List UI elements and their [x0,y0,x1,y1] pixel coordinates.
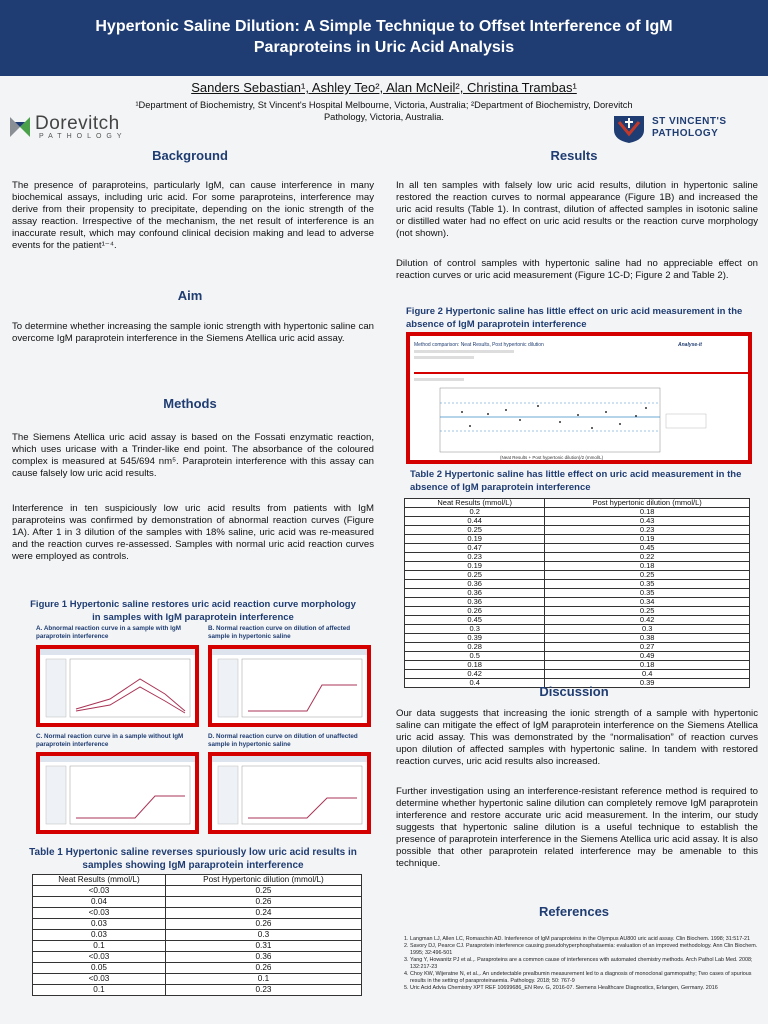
table2-cell: 0.36 [405,580,545,589]
figure1-caption-c: C. Normal reaction curve in a sample without IgM paraprotein interference [36,733,184,748]
background-heading: Background [152,148,228,163]
table2-cell: 0.42 [545,616,750,625]
table1-body [33,886,362,996]
table1-cell: 0.36 [165,952,361,963]
table1-row [33,985,362,996]
table1-cell: 0.31 [165,941,361,952]
figure1c-screenshot [36,752,199,834]
table2-row [405,643,750,652]
table2-cell: 0.4 [405,679,545,688]
table2-cell: 0.28 [405,643,545,652]
table1-cell: 0.03 [33,919,166,930]
reaction-curve-b [212,649,367,723]
st-vincents-line1: ST VINCENT'S [652,116,727,127]
table1-cell: 0.1 [33,941,166,952]
references-heading: References [538,904,610,919]
table2-row [405,508,750,517]
table1-cell: 0.23 [165,985,361,996]
table2-cell: 0.43 [545,517,750,526]
reference-item: 2. Savory DJ, Pearce CJ. Paraprotein interference causing pseudohyperphosphataemia: evaluation of an improved methodology. Ann Clin Biochem. 1995; 32:496-501 [410,943,760,957]
table2-cell: 0.18 [545,661,750,670]
references-list [398,936,760,992]
aim-text: To determine whether increasing the sample ionic strength with hypertonic saline can overcome IgM paraprotein interference in the Siemens Atellica uric acid assay. [12,321,374,344]
table1-row [33,941,362,952]
table1-cell: <0.03 [33,908,166,919]
dorevitch-wordmark: Dorevitch [35,113,120,134]
reference-item: 3. Yang Y, Howanitz PJ et al.,. Paraproteins are a common cause of interferences with automated chemistry methods. Arch Pathol Lab Med. 2008; 132:217-23 [410,957,760,971]
table2-cell: 0.18 [545,562,750,571]
table2-row [405,580,750,589]
table2-cell: 0.27 [545,643,750,652]
table1-cell: <0.03 [33,952,166,963]
table2-header-neat: Neat Results (mmol/L) [405,499,545,508]
table1-row [33,908,362,919]
discussion-text-1: Our data suggests that increasing the ionic strength of a sample with hypertonic saline can mitigate the effect of IgM paraprotein interference on the Siemens Atellica uric acid assay. This was demonstrated by the “normalisation” of reaction curves upon dilution of affected samples with hypertonic saline. In tandem with restored reaction curves, uric acid results also increased. [396,708,758,767]
table1-row [33,974,362,985]
figure2-screenshot [406,332,752,464]
table1-row [33,919,362,930]
table2-cell: 0.36 [405,589,545,598]
table1-row [33,963,362,974]
table1-cell: 0.05 [33,963,166,974]
reference-item: 5. Uric Acid Advia Chemistry XPT REF 10699686_EN Rev. G, 2016-07. Siemens Healthcare Diagnostics, Erlangen, Germany. 2016 [410,985,760,992]
table2-row [405,652,750,661]
table2-row [405,535,750,544]
reference-item: 4. Choy KW, Wijeratne N, et al.,. An undetectable prealbumin measurement led to a diagnosis of monoclonal gammopathy; Two cases of spurious results in the setting of paraproteinaemia. Pathology. 2018; 50: 767-9 [410,971,760,985]
figure2-header-text: Method comparison: Neat Results, Post hypertonic dilution [414,342,544,348]
table1-cell: 0.26 [165,919,361,930]
figure1a-screenshot [36,645,199,727]
table2-cell: 0.4 [545,670,750,679]
table2-row [405,661,750,670]
table2-cell: 0.25 [545,571,750,580]
table1-row [33,886,362,897]
table2-cell: 0.23 [545,526,750,535]
figure1-caption-a: A. Abnormal reaction curve in a sample with IgM paraprotein interference [36,625,181,640]
table2-cell: 0.39 [545,679,750,688]
table2-cell: 0.18 [545,508,750,517]
table2-cell: 0.25 [405,526,545,535]
table2-row [405,526,750,535]
affiliations: ¹Department of Biochemistry, St Vincent's Hospital Melbourne, Victoria, Australia; ²Department of Biochemistry, Dorevitch Pathology, Victoria, Australia. [135,100,633,122]
table1-cell: <0.03 [33,974,166,985]
table2-row [405,589,750,598]
table2 [404,498,750,688]
results-heading: Results [550,148,598,163]
table2-header-row [405,499,750,508]
figure2-brand: Analyse-it [678,342,702,348]
table2-row [405,598,750,607]
table2-cell: 0.35 [545,580,750,589]
bland-altman-chart [410,336,748,460]
table2-row [405,517,750,526]
table2-row [405,634,750,643]
table2-cell: 0.45 [405,616,545,625]
table2-cell: 0.5 [405,652,545,661]
table2-row [405,544,750,553]
table2-cell: 0.26 [405,607,545,616]
table1-title: Table 1 Hypertonic saline reverses spuriously low uric acid results in samples showing IgM paraprotein interference [29,847,357,871]
table2-cell: 0.23 [405,553,545,562]
table1-cell: 0.25 [165,886,361,897]
table1-cell: 0.26 [165,897,361,908]
results-text-1: In all ten samples with falsely low uric acid results, dilution in hypertonic saline restored the reaction curves to normal appearance (Figure 1B) and increased the uric acid results (Table 1). In contrast, dilution of affected samples in isotonic saline or distilled water had no effect on uric acid results or the reaction curve morphology (not shown). [396,180,758,239]
table2-cell: 0.45 [545,544,750,553]
table1-cell: 0.26 [165,963,361,974]
table2-title: Table 2 Hypertonic saline has little effect on uric acid measurement in the absence of IgM paraprotein interference [410,469,742,493]
table1-header-neat: Neat Results (mmol/L) [33,875,166,886]
table1-cell: 0.04 [33,897,166,908]
right-column [392,0,756,1024]
table2-cell: 0.22 [545,553,750,562]
figure2-xlabel: (Neat Results + Post hypertonic dilution)/2 (mmol/L) [500,455,604,460]
authors: Sanders Sebastian¹, Ashley Teo², Alan McNeil², Christina Trambas¹ [191,80,577,95]
table1-cell: 0.3 [165,930,361,941]
table2-row [405,571,750,580]
reference-item: 1. Langman LJ, Allen LC, Romaschin AD. Interference of IgM paraproteins in the Olympus AU800 uric acid assay. Clin Biochem. 1998; 31:517-21 [410,936,760,943]
table1-row [33,952,362,963]
table2-row [405,562,750,571]
table2-row [405,625,750,634]
poster-title: Hypertonic Saline Dilution: A Simple Technique to Offset Interference of IgM Paraproteins in Uric Acid Analysis [95,18,673,56]
table2-cell: 0.34 [545,598,750,607]
dorevitch-sub: PATHOLOGY [39,133,127,140]
table2-cell: 0.19 [405,535,545,544]
table2-row [405,616,750,625]
table2-row [405,607,750,616]
background-text: The presence of paraproteins, particularly IgM, can cause interference in many biochemical assays, including uric acid. For some paraproteins, interference may derive from their propensity to precipitate, depending on the ionic strength of the assay reaction. Irrespective of the mechanism, the net result of interference is an inaccurate result, which may confound clinical decision making and lead to adverse events for the patient¹⁻⁴. [12,180,374,251]
methods-text-2: Interference in ten suspiciously low uric acid results from patients with IgM paraproteins was confirmed by demonstration of abnormal reaction curves (Figure 1A). After 1 in 3 dilution of the samples with 18% saline, uric acid was re-measured and the reaction curves re-assessed. Samples with normal uric acid reaction curves were employed as controls. [12,503,374,562]
reaction-curve-d [212,756,367,830]
table2-cell: 0.36 [405,598,545,607]
figure1b-screenshot [208,645,371,727]
table1-cell: 0.03 [33,930,166,941]
st-vincents-line2: PATHOLOGY [652,128,719,139]
reaction-curve-a [40,649,195,723]
results-text-2: Dilution of control samples with hypertonic saline had no appreciable effect on reaction curves or uric acid measurement (Figure 1C-D; Figure 2 and Table 2). [396,258,758,281]
figure2-title: Figure 2 Hypertonic saline has little effect on uric acid measurement in the absence of IgM paraprotein interference [406,306,743,330]
table1-cell: 0.1 [33,985,166,996]
table1-cell: 0.24 [165,908,361,919]
left-column [8,0,372,1024]
table2-cell: 0.19 [545,535,750,544]
figure1-caption-d: D. Normal reaction curve on dilution of unaffected sample in hypertonic saline [208,733,358,748]
figure1-title: Figure 1 Hypertonic saline restores uric acid reaction curve morphology in samples with IgM paraprotein interference [30,599,356,623]
table2-cell: 0.25 [405,571,545,580]
table2-body [405,508,750,688]
table2-row [405,670,750,679]
discussion-text-2: Further investigation using an interference-resistant reference method is required to determine whether hypertonic saline dilution can completely remove IgM paraprotein interference and restore accurate uric acid measurement. In the interim, our study suggests that hypertonic saline dilution is a useful technique to establish the presence of paraprotein interference in the Siemens Atellica uric acid assay. It is also possible that other paraprotein related interference may be amenable to this technique. [396,786,758,869]
table2-cell: 0.44 [405,517,545,526]
table2-cell: 0.47 [405,544,545,553]
table1-header-row [33,875,362,886]
reaction-curve-c [40,756,195,830]
table2-cell: 0.49 [545,652,750,661]
table2-cell: 0.38 [545,634,750,643]
table1-cell: 0.1 [165,974,361,985]
table1 [32,874,362,996]
table2-cell: 0.19 [405,562,545,571]
table2-cell: 0.18 [405,661,545,670]
table2-row [405,553,750,562]
table2-cell: 0.25 [545,607,750,616]
table1-cell: <0.03 [33,886,166,897]
table2-cell: 0.2 [405,508,545,517]
methods-text-1: The Siemens Atellica uric acid assay is based on the Fossati enzymatic reaction, which uses uricase with a Trinder-like end point. The absorbance of the coloured complex is measured at 545/694 nm⁵. Paraprotein interference with this assay can cause falsely low uric acid results. [12,432,374,479]
table2-header-post: Post hypertonic dilution (mmol/L) [545,499,750,508]
figure1-caption-b: B. Normal reaction curve on dilution of affected sample in hypertonic saline [208,625,351,640]
table1-row [33,930,362,941]
table2-cell: 0.3 [405,625,545,634]
methods-heading: Methods [163,396,217,411]
table2-cell: 0.3 [545,625,750,634]
table1-header-post: Post Hypertonic dilution (mmol/L) [165,875,361,886]
table1-row [33,897,362,908]
discussion-heading: Discussion [539,684,609,699]
figure1d-screenshot [208,752,371,834]
aim-heading: Aim [177,288,203,303]
table2-cell: 0.35 [545,589,750,598]
table2-cell: 0.42 [405,670,545,679]
table2-cell: 0.39 [405,634,545,643]
